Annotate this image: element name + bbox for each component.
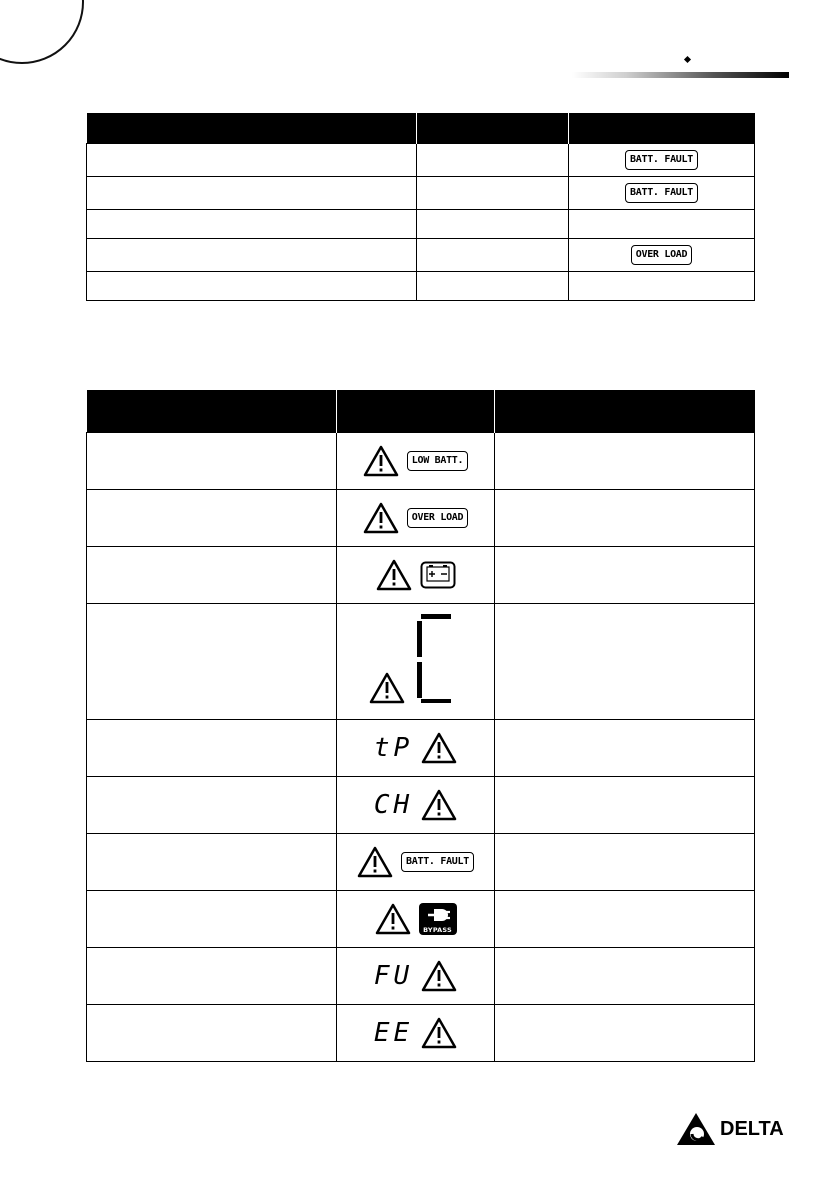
over-load-icon: OVER LOAD <box>407 508 469 528</box>
warning-icon <box>369 672 405 704</box>
segment-code: tP <box>373 733 414 763</box>
table-row <box>87 272 755 301</box>
table-cell <box>495 777 755 834</box>
fault-table <box>86 113 755 301</box>
table-header-row <box>87 390 755 433</box>
bypass-label: BYPASS <box>423 926 452 934</box>
table-cell <box>87 948 337 1005</box>
warning-icon <box>375 903 411 935</box>
table-cell <box>87 604 337 720</box>
table-cell <box>495 433 755 490</box>
header-gradient-bar <box>572 72 789 78</box>
table-row <box>87 777 755 834</box>
table-cell <box>337 720 495 777</box>
table-cell <box>495 834 755 891</box>
warning-icon <box>421 960 457 992</box>
table-header-row <box>87 113 755 144</box>
table-cell <box>87 891 337 948</box>
delta-logo-text: DELTA <box>720 1117 784 1140</box>
table-cell <box>337 1005 495 1062</box>
bypass-plug-icon <box>419 903 457 935</box>
table-row <box>87 433 755 490</box>
table-row <box>87 834 755 891</box>
table-cell <box>569 272 755 301</box>
table-cell <box>337 777 495 834</box>
table-cell <box>87 144 417 177</box>
table-cell <box>495 948 755 1005</box>
corner-decoration <box>0 0 84 64</box>
table-row <box>87 891 755 948</box>
table-row <box>87 490 755 547</box>
warning-table <box>86 390 755 1062</box>
table-row <box>87 239 755 272</box>
delta-logo-mark-icon <box>676 1112 716 1146</box>
table-cell <box>337 433 495 490</box>
low-batt-icon: LOW BATT. <box>407 451 469 471</box>
table-cell <box>495 490 755 547</box>
warning-icon <box>357 846 393 878</box>
table-cell <box>417 144 569 177</box>
table-cell <box>87 239 417 272</box>
table-cell <box>87 547 337 604</box>
segment-code: EE <box>373 1018 414 1048</box>
table-cell <box>337 490 495 547</box>
warning-icon <box>421 789 457 821</box>
table-cell <box>417 177 569 210</box>
delta-logo <box>676 1112 784 1146</box>
header-dot <box>684 56 691 63</box>
table-row <box>87 948 755 1005</box>
table-cell <box>417 272 569 301</box>
warning-icon <box>363 502 399 534</box>
table-cell <box>495 604 755 720</box>
batt-fault-icon: BATT. FAULT <box>625 150 698 170</box>
table-row <box>87 210 755 239</box>
table-header-cell <box>337 390 495 433</box>
table-header-cell <box>569 113 755 144</box>
table-cell <box>337 604 495 720</box>
table-cell <box>87 490 337 547</box>
batt-fault-icon: BATT. FAULT <box>625 183 698 203</box>
over-load-icon: OVER LOAD <box>631 245 693 265</box>
table-cell <box>417 210 569 239</box>
warning-icon <box>421 1017 457 1049</box>
table-cell <box>495 1005 755 1062</box>
table-header-cell <box>87 390 337 433</box>
table-cell <box>87 272 417 301</box>
table-header-cell <box>417 113 569 144</box>
table-cell <box>417 239 569 272</box>
table-cell <box>87 210 417 239</box>
table-cell <box>569 210 755 239</box>
table-cell <box>87 177 417 210</box>
batt-fault-icon: BATT. FAULT <box>401 852 474 872</box>
table-cell <box>87 834 337 891</box>
table-cell <box>569 144 755 177</box>
segment-code: FU <box>373 961 414 991</box>
table-header-cell <box>495 390 755 433</box>
table-cell <box>87 433 337 490</box>
table-cell <box>569 177 755 210</box>
table-cell <box>87 777 337 834</box>
segment-code: CH <box>373 790 414 820</box>
table-cell <box>337 948 495 1005</box>
table-cell <box>337 834 495 891</box>
warning-icon <box>421 732 457 764</box>
table-row <box>87 547 755 604</box>
seven-segment-display-icon <box>415 612 455 707</box>
table-cell <box>495 720 755 777</box>
table-row <box>87 720 755 777</box>
table-row <box>87 604 755 720</box>
warning-icon <box>363 445 399 477</box>
table-row <box>87 144 755 177</box>
table-cell <box>87 1005 337 1062</box>
table-row <box>87 1005 755 1062</box>
table-cell <box>337 891 495 948</box>
table-cell <box>87 720 337 777</box>
table-cell <box>337 547 495 604</box>
table-cell <box>569 239 755 272</box>
table-cell <box>495 891 755 948</box>
table-header-cell <box>87 113 417 144</box>
battery-icon <box>420 561 456 589</box>
warning-icon <box>376 559 412 591</box>
table-row <box>87 177 755 210</box>
table-cell <box>495 547 755 604</box>
